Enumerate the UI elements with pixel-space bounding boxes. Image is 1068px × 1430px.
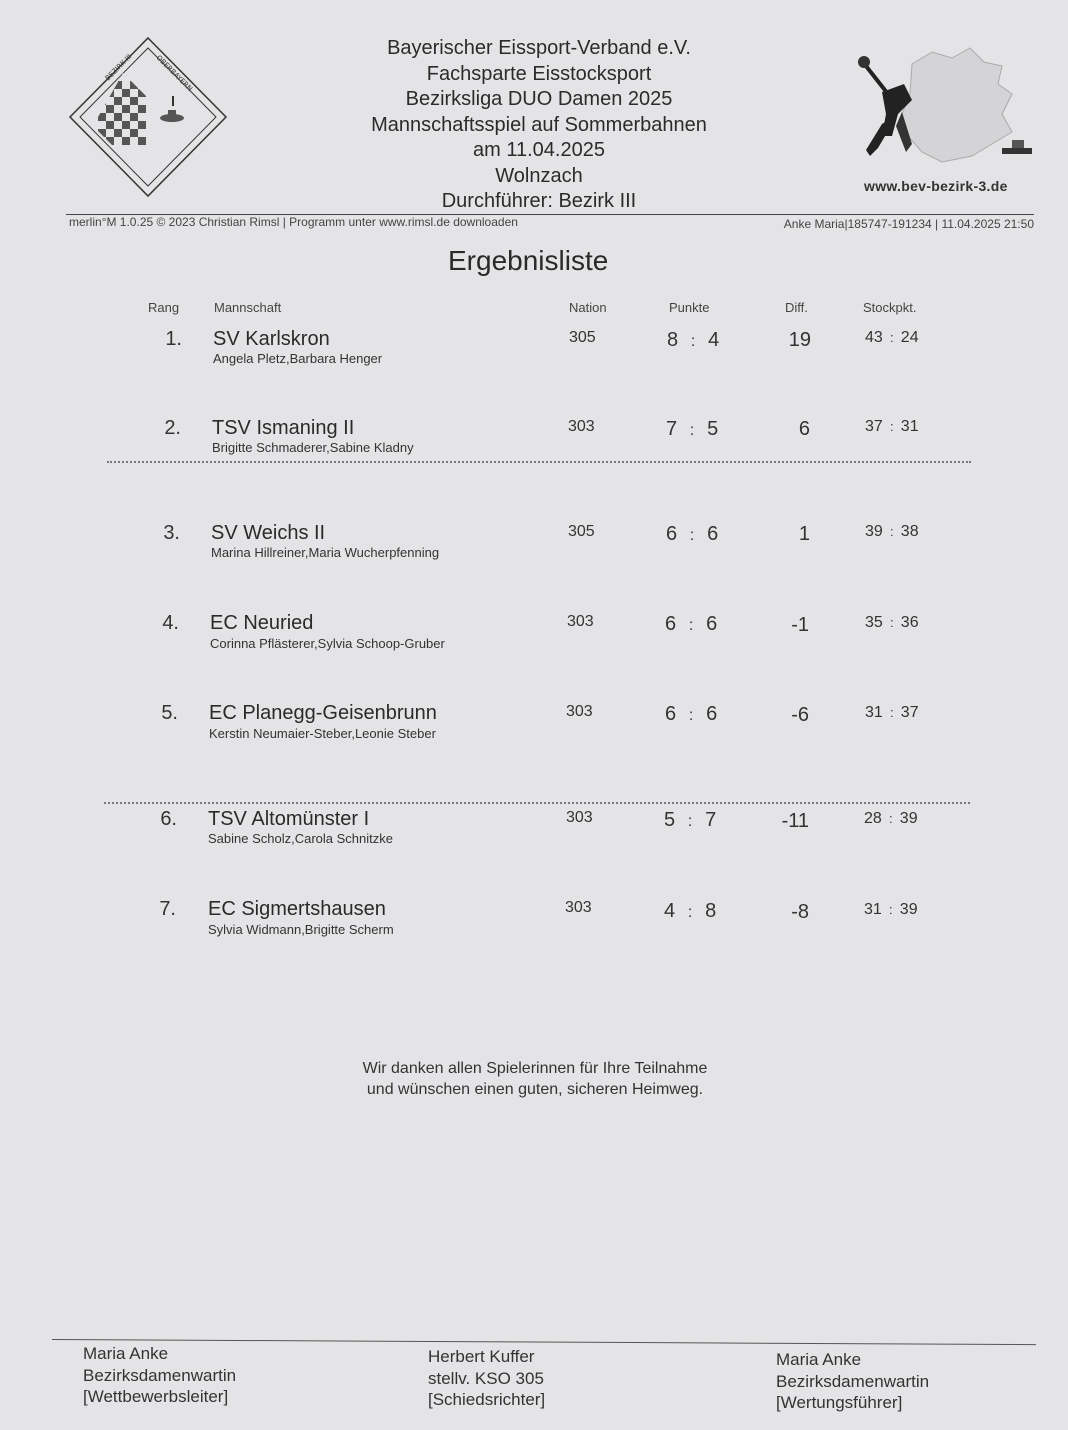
stock-separator: :: [889, 524, 894, 539]
stock-against: 31: [900, 418, 919, 435]
row-players: Marina Hillreiner,Maria Wucherpfenning: [211, 545, 440, 560]
row-players: Corinna Pflästerer,Sylvia Schoop-Gruber: [210, 636, 445, 651]
table-row: [0, 612, 1068, 672]
row-nation: 303: [566, 703, 593, 720]
stock-for: 37: [865, 418, 883, 435]
points-won: 7: [666, 418, 678, 440]
row-stockpoints: [865, 704, 919, 722]
points-separator: :: [690, 333, 696, 350]
row-diff: 6: [798, 418, 810, 440]
table-row: [0, 522, 1068, 582]
thanks-line-2: und wünschen einen guten, sicheren Heimweg.: [366, 1081, 704, 1098]
row-rank: 7.: [159, 898, 176, 920]
points-won: 6: [666, 523, 678, 545]
row-points: [666, 523, 718, 546]
row-points: [664, 809, 716, 832]
signature-role: Bezirksdamenwartin: [776, 1371, 930, 1391]
col-nation: Nation: [569, 300, 607, 315]
row-diff: 19: [788, 329, 811, 351]
signature-name: Maria Anke: [83, 1344, 169, 1363]
row-diff: -1: [791, 614, 809, 636]
signature-function: [Wettbewerbsleiter]: [83, 1387, 229, 1406]
signature-name: Herbert Kuffer: [428, 1347, 535, 1366]
points-separator: :: [689, 527, 695, 544]
print-stamp: Anke Maria|185747-191234 | 11.04.2025 21:50: [783, 217, 1034, 231]
row-team: EC Sigmertshausen: [208, 898, 386, 920]
row-players: Angela Pletz,Barbara Henger: [213, 351, 383, 366]
points-separator: :: [689, 422, 695, 439]
signature-competition-leader: [83, 1343, 236, 1408]
points-lost: 7: [705, 809, 717, 831]
header-division: Fachsparte Eisstocksport: [426, 62, 652, 85]
row-players: Sylvia Widmann,Brigitte Scherm: [208, 922, 394, 937]
points-won: 5: [664, 809, 676, 831]
logo-oberbayern-text: OBERBAYERN: [154, 53, 194, 93]
row-stockpoints: [864, 901, 918, 919]
points-separator: :: [688, 617, 694, 634]
row-team: SV Karlskron: [213, 328, 330, 350]
row-diff: 1: [798, 523, 810, 545]
closing-message: [300, 1058, 770, 1100]
row-points: [664, 900, 716, 923]
col-diff: Diff.: [785, 300, 808, 315]
stock-for: 35: [865, 614, 883, 631]
row-points: [666, 418, 718, 441]
relegation-divider: [104, 802, 970, 804]
row-players: Sabine Scholz,Carola Schnitzke: [208, 831, 393, 846]
points-lost: 6: [707, 523, 719, 545]
page-title: Ergebnisliste: [448, 245, 609, 276]
row-nation: 305: [569, 329, 596, 346]
bezirk-oberbayern-logo: [68, 36, 228, 198]
stock-against: 37: [900, 704, 919, 721]
signature-role: Bezirksdamenwartin: [83, 1365, 237, 1385]
stock-separator: :: [888, 902, 893, 917]
stock-separator: :: [889, 705, 894, 720]
row-points: [665, 703, 717, 726]
signature-name: Maria Anke: [776, 1350, 862, 1369]
table-row: [0, 328, 1068, 388]
row-nation: 303: [567, 613, 594, 630]
row-team: TSV Altomünster I: [208, 808, 370, 830]
row-players: Brigitte Schmaderer,Sabine Kladny: [212, 440, 414, 455]
points-separator: :: [687, 813, 693, 830]
bev-bezirk-logo: [852, 44, 1038, 166]
stock-for: 39: [865, 523, 883, 540]
col-stockpkt: Stockpkt.: [863, 300, 917, 315]
points-won: 6: [665, 703, 677, 725]
points-separator: :: [687, 904, 693, 921]
row-rank: 3.: [163, 522, 180, 544]
row-stockpoints: [865, 614, 919, 632]
stock-against: 38: [900, 523, 919, 540]
table-row: [0, 417, 1068, 477]
stock-against: 39: [899, 810, 918, 827]
stock-separator: :: [889, 615, 894, 630]
row-rank: 4.: [162, 612, 179, 634]
event-header: [300, 36, 778, 215]
row-rank: 1.: [165, 328, 182, 350]
row-stockpoints: [865, 329, 919, 347]
table-row: [0, 898, 1068, 958]
row-team: TSV Ismaning II: [212, 417, 355, 439]
header-competition: Mannschaftsspiel auf Sommerbahnen: [371, 113, 707, 136]
stock-against: 24: [900, 329, 919, 346]
stock-separator: :: [889, 419, 894, 434]
row-team: EC Neuried: [210, 612, 314, 634]
stock-separator: :: [888, 811, 893, 826]
logo-bezirk-text: BEZIRK III: [103, 52, 134, 83]
row-nation: 303: [566, 809, 593, 826]
stock-for: 28: [864, 810, 882, 827]
thanks-line-1: Wir danken allen Spielerinnen für Ihre Teilnahme: [362, 1060, 708, 1077]
row-team: EC Planegg-Geisenbrunn: [209, 702, 437, 724]
table-row: [0, 702, 1068, 762]
row-stockpoints: [865, 418, 919, 436]
stock-for: 31: [865, 704, 883, 721]
points-lost: 8: [705, 900, 717, 922]
header-date: am 11.04.2025: [473, 139, 605, 161]
stock-against: 36: [900, 614, 919, 631]
software-credit: merlin°M 1.0.25 © 2023 Christian Rimsl | Programm unter www.rimsl.de downloaden: [69, 215, 518, 229]
row-points: [665, 613, 717, 636]
signature-scorekeeper: [776, 1349, 929, 1414]
promotion-divider: [107, 461, 971, 463]
row-rank: 2.: [164, 417, 181, 439]
row-rank: 5.: [161, 702, 178, 724]
row-nation: 303: [565, 899, 592, 916]
row-team: SV Weichs II: [211, 522, 326, 544]
row-rank: 6.: [160, 808, 177, 830]
stock-for: 43: [865, 329, 883, 346]
header-organizer: Durchführer: Bezirk III: [441, 190, 637, 212]
signature-role: stellv. KSO 305: [428, 1368, 544, 1388]
points-lost: 6: [706, 613, 718, 635]
row-points: [667, 329, 719, 352]
row-diff: -11: [781, 810, 809, 832]
signature-function: [Schiedsrichter]: [428, 1390, 546, 1409]
row-diff: -8: [791, 901, 809, 923]
points-won: 8: [667, 329, 679, 351]
stock-separator: :: [889, 330, 894, 345]
stock-for: 31: [864, 901, 882, 918]
row-nation: 303: [568, 418, 595, 435]
points-lost: 4: [708, 329, 720, 351]
header-association: Bayerischer Eissport-Verband e.V.: [387, 37, 691, 59]
row-players: Kerstin Neumaier-Steber,Leonie Steber: [209, 726, 436, 741]
points-lost: 5: [707, 418, 719, 440]
stock-against: 39: [899, 901, 918, 918]
points-won: 6: [665, 613, 677, 635]
table-row: [0, 808, 1068, 868]
signature-function: [Wertungsführer]: [776, 1393, 903, 1412]
col-punkte: Punkte: [669, 300, 710, 315]
row-diff: -6: [791, 704, 809, 726]
row-nation: 305: [568, 523, 595, 540]
row-stockpoints: [865, 523, 919, 541]
header-location: Wolnzach: [495, 164, 583, 187]
points-separator: :: [688, 707, 694, 724]
header-league: Bezirksliga DUO Damen 2025: [405, 88, 673, 110]
website-url: www.bev-bezirk-3.de: [864, 178, 1008, 194]
col-mannschaft: Mannschaft: [214, 300, 282, 315]
points-lost: 6: [706, 703, 718, 725]
points-won: 4: [664, 900, 676, 922]
signature-referee: [428, 1346, 545, 1411]
col-rang: Rang: [148, 300, 180, 315]
row-stockpoints: [864, 810, 918, 828]
